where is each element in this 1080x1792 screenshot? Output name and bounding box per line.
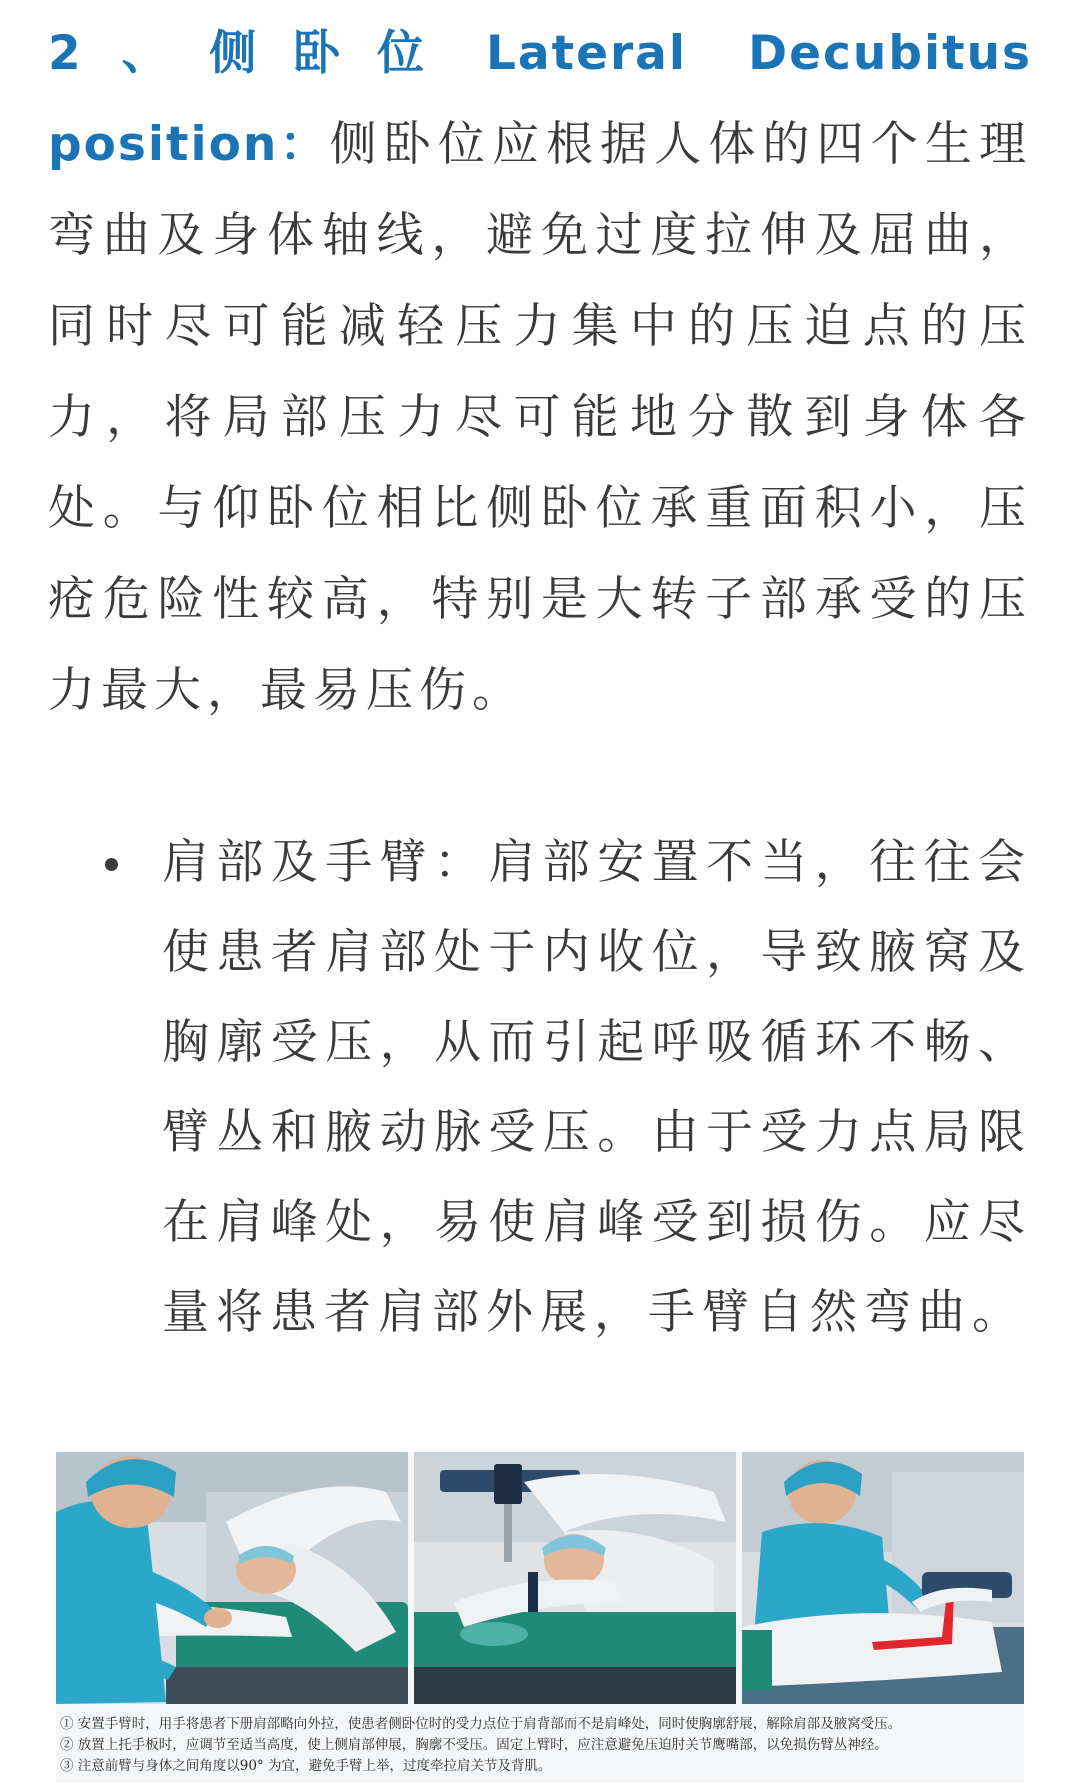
photo-forearm-angle bbox=[742, 1452, 1024, 1704]
photo-arm-board bbox=[414, 1452, 736, 1704]
caption-item: ② 放置上托手板时，应调节至适当高度，使上侧肩部伸展，胸廓不受压。固定上臂时，应注意避免压迫肘关节鹰嘴部，以免损伤臂丛神经。 bbox=[60, 1737, 888, 1753]
bullet-list bbox=[48, 818, 1032, 1358]
bullet-icon bbox=[105, 858, 118, 871]
bullet-text bbox=[162, 818, 1032, 1358]
intro-paragraph bbox=[48, 8, 1032, 736]
caption-item: ③ 注意前臂与身体之间角度以90° 为宜，避免手臂上举，过度牵拉肩关节及背肌。 bbox=[60, 1758, 552, 1774]
arm-board-illustration bbox=[414, 1452, 736, 1704]
shoulder-placement-illustration bbox=[56, 1452, 408, 1704]
positioning-figure bbox=[56, 1452, 1024, 1782]
list-item bbox=[48, 818, 1032, 1358]
heading-number: 2 bbox=[48, 26, 115, 81]
heading-separator: 、 bbox=[114, 26, 210, 81]
caption-item: ① 安置手臂时，用手将患者下册肩部略向外拉，使患者侧卧位时的受力点位于肩背部而不是肩峰处，同时使胸廓舒展，解除肩部及腋窝受压。 bbox=[60, 1716, 902, 1732]
photo-shoulder-placement bbox=[56, 1452, 408, 1704]
forearm-angle-illustration bbox=[742, 1452, 1024, 1704]
bullet-label: 肩部及手臂： bbox=[162, 835, 489, 890]
figure-captions bbox=[60, 1714, 1024, 1777]
heading-colon: ： bbox=[278, 117, 330, 172]
bullet-body: 肩部安置不当，往往会使患者肩部处于内收位，导致腋窝及胸廓受压，从而引起呼吸循环不畅、臂丛和腋动脉受压。由于受力点局限在肩峰处，易使肩峰受到损伤。应尽量将患者肩部外展，手臂自然弯曲。 bbox=[162, 835, 1033, 1340]
article-body bbox=[48, 8, 1032, 736]
photo-strip bbox=[56, 1452, 1024, 1704]
intro-body-text: 侧卧位应根据人体的四个生理弯曲及身体轴线，避免过度拉伸及屈曲，同时尽可能减轻压力集中的压迫点的压力，将局部压力尽可能地分散到身体各处。与仰卧位相比侧卧位承重面积小，压疮危险性较高，特别是大转子部承受的压力最大，最易压伤。 bbox=[48, 117, 1032, 718]
heading-chinese: 侧卧位 bbox=[209, 26, 461, 81]
heading-english: Lateral Decubitus position bbox=[48, 26, 1033, 172]
